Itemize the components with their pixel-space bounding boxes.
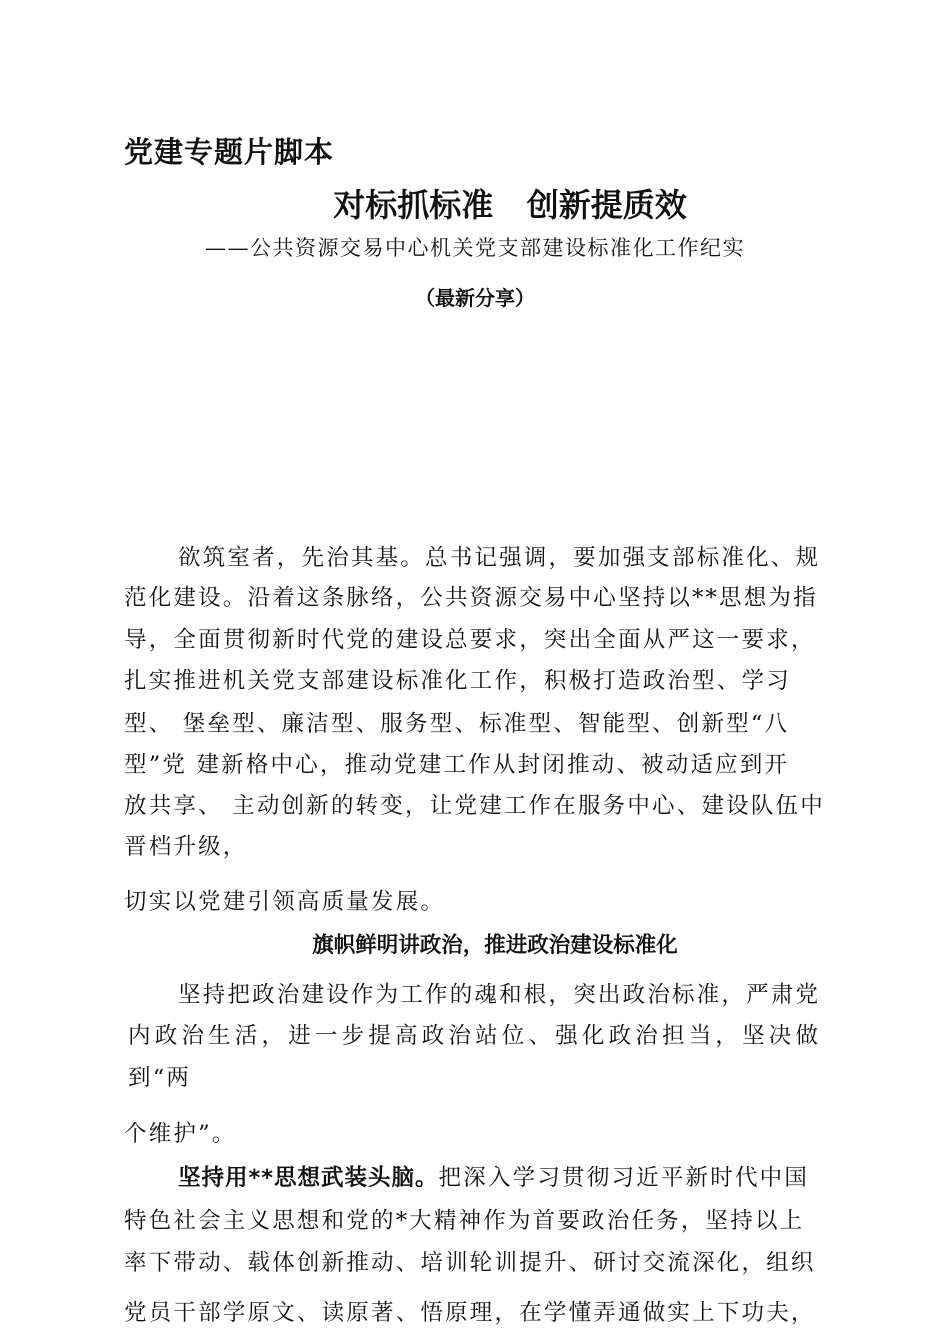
- section-line: 个维护”。: [124, 1121, 237, 1147]
- intro-line: 型、 堡垒型、廉洁型、服务型、标准型、智能型、创新型“八: [124, 711, 790, 737]
- intro-line: 导，全面贯彻新时代党的建设总要求，突出全面从严这一要求，: [124, 627, 816, 653]
- intro-line: 型”党 建新格中心，推动党建工作从封闭推动、被动适应到开: [124, 752, 790, 778]
- section-line: 率下带动、载体创新推动、培训轮训提升、研讨交流深化，组织: [124, 1250, 816, 1276]
- intro-line: 欲筑室者，先治其基。总书记强调，要加强支部标准化、规: [178, 545, 821, 571]
- section-line: 特色社会主义思想和党的*大精神作为首要政治任务，坚持以上: [124, 1208, 805, 1234]
- paragraph-lead: 坚持用**思想武装头脑。: [178, 1165, 439, 1191]
- document-title: 对标抓标准 创新提质效: [333, 186, 687, 224]
- intro-line: 扎实推进机关党支部建设标准化工作，积极打造政治型、学习: [124, 668, 791, 694]
- paragraph-text: 把深入学习贯彻习近平新时代中国: [438, 1165, 810, 1191]
- share-tag: （最新分享）: [415, 286, 535, 310]
- document-subtitle: ——公共资源交易中心机关党支部建设标准化工作纪实: [205, 236, 745, 260]
- intro-line: 切实以党建引领高质量发展。: [124, 889, 446, 915]
- intro-line: 晋档升级，: [124, 834, 248, 860]
- section-line: 党员干部学原文、读原著、悟原理，在学懂弄通做实上下功夫，: [124, 1300, 816, 1326]
- document-label: 党建专题片脚本: [124, 135, 335, 169]
- intro-line: 放共享、 主动创新的转变，让党建工作在服务中心、建设队伍中: [124, 793, 825, 819]
- section-line: 内政治生活，进一步提高政治站位、强化政治担当，坚决做: [128, 1023, 823, 1049]
- section-heading: 旗帜鲜明讲政治，推进政治建设标准化: [312, 933, 678, 958]
- section-paragraph-line: [178, 1160, 809, 1192]
- section-line: 到“两: [128, 1065, 192, 1091]
- intro-line: 范化建设。沿着这条脉络，公共资源交易中心坚持以**思想为指: [124, 585, 818, 611]
- section-line: 坚持把政治建设作为工作的魂和根，突出政治标准，严肃党: [178, 982, 821, 1008]
